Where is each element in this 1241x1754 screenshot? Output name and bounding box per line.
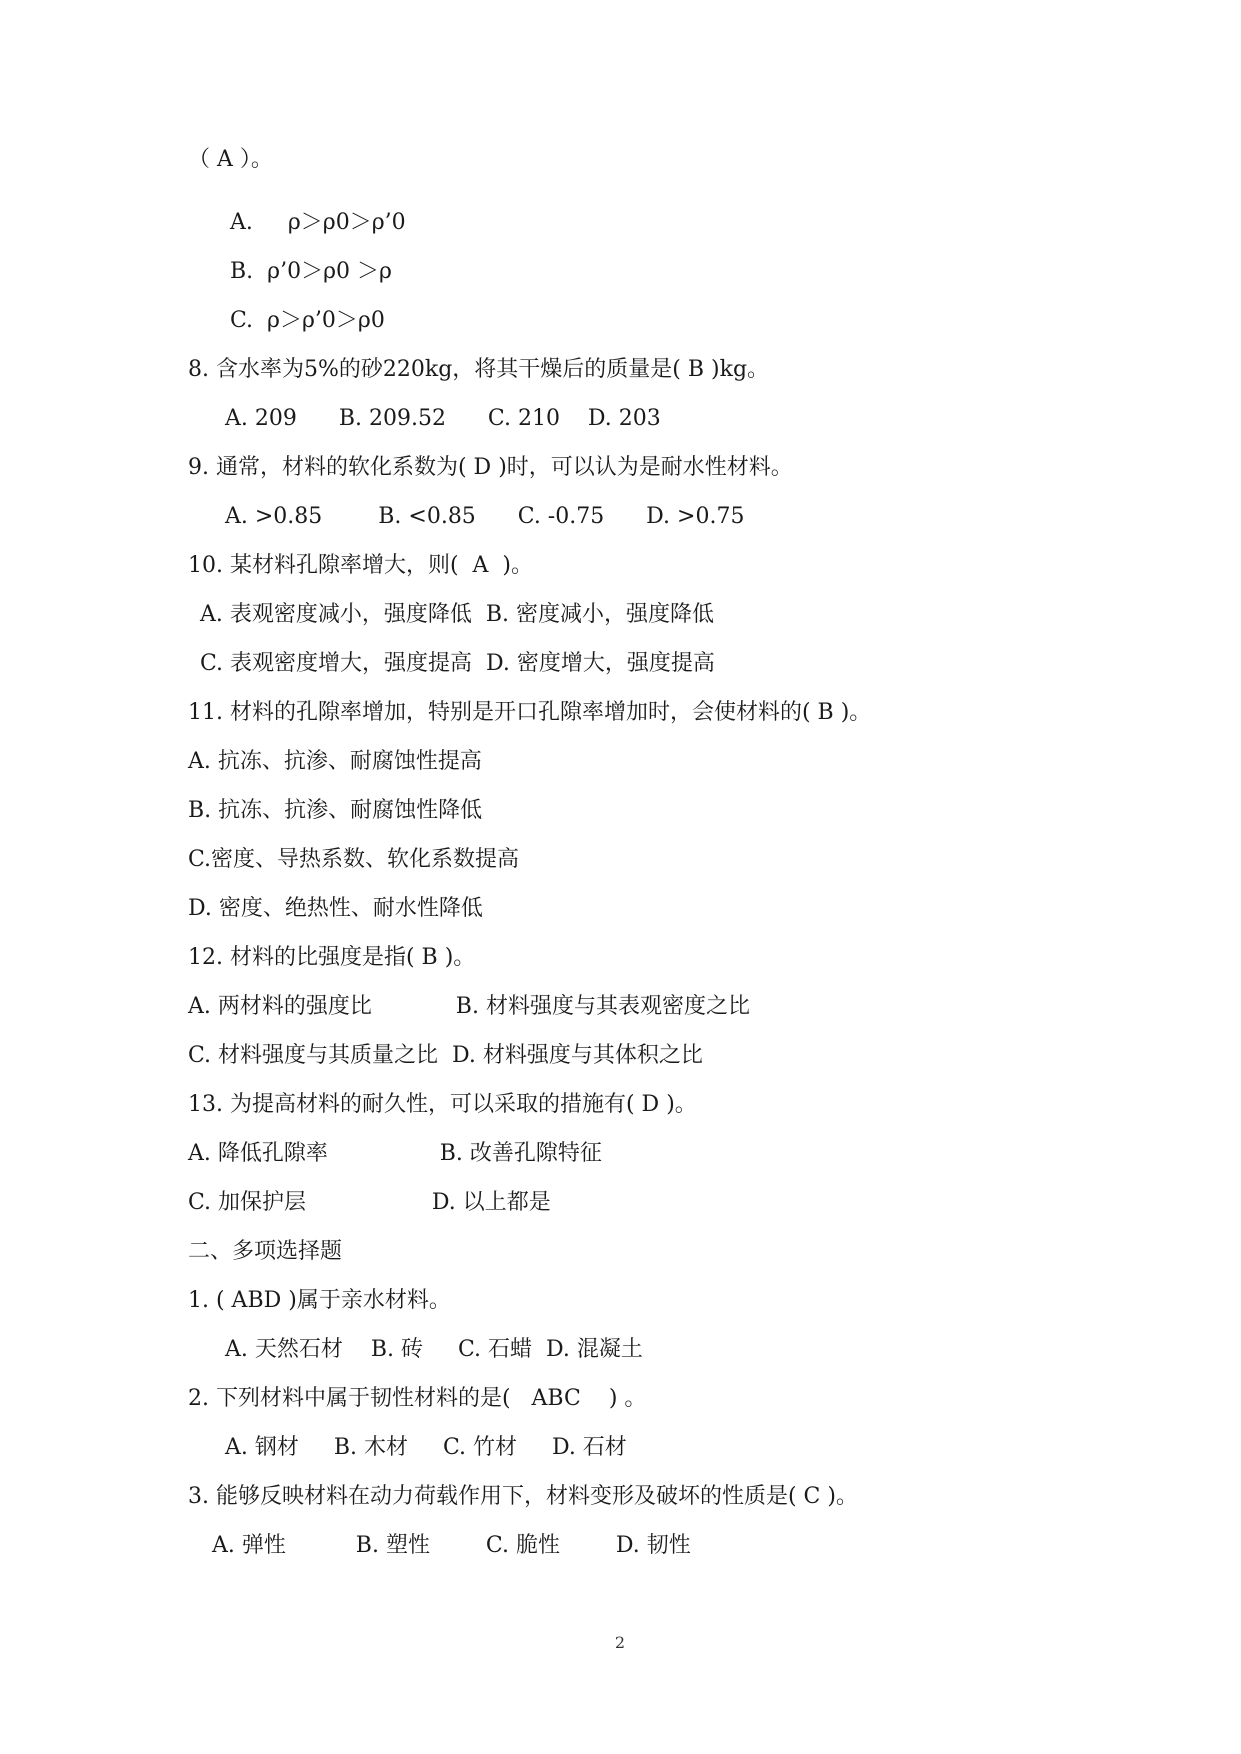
text-line: 8. 含水率为5%的砂220kg，将其干燥后的质量是( B )kg。 — [188, 357, 770, 382]
text-line: 10. 某材料孔隙率增大，则( A )。 — [188, 553, 534, 578]
text-line: 9. 通常，材料的软化系数为( D )时，可以认为是耐水性材料。 — [188, 455, 793, 480]
text-line: 2. 下列材料中属于韧性材料的是( ABC ) 。 — [188, 1386, 647, 1411]
text-line: C. 加保护层 D. 以上都是 — [188, 1190, 551, 1215]
text-line: A. 抗冻、抗渗、耐腐蚀性提高 — [188, 749, 482, 774]
text-line: 12. 材料的比强度是指( B )。 — [188, 945, 476, 970]
text-line: A. 钢材 B. 木材 C. 竹材 D. 石材 — [225, 1435, 627, 1460]
text-line: B. ρ’0＞ρ0 ＞ρ — [230, 259, 392, 284]
text-line: 13. 为提高材料的耐久性，可以采取的措施有( D )。 — [188, 1092, 697, 1117]
text-line: B. 抗冻、抗渗、耐腐蚀性降低 — [188, 798, 483, 823]
text-line: A. >0.85 B. <0.85 C. -0.75 D. >0.75 — [225, 504, 745, 529]
text-line: 11. 材料的孔隙率增加，特别是开口孔隙率增加时，会使材料的( B )。 — [188, 700, 872, 725]
text-line: A. 209 B. 209.52 C. 210 D. 203 — [225, 406, 661, 431]
text-line: A. 弹性 B. 塑性 C. 脆性 D. 韧性 — [212, 1533, 691, 1558]
text-line: A. ρ＞ρ0＞ρ’0 — [230, 210, 406, 235]
text-line: C.密度、导热系数、软化系数提高 — [188, 847, 520, 872]
text-line: A. 降低孔隙率 B. 改善孔隙特征 — [188, 1141, 602, 1166]
text-line: D. 密度、绝热性、耐水性降低 — [188, 896, 483, 921]
text-line: （ A ）。 — [188, 147, 273, 172]
text-line: C. ρ＞ρ’0＞ρ0 — [230, 308, 385, 333]
page-number: 2 — [614, 1633, 626, 1652]
text-line: A. 表观密度减小，强度降低 B. 密度减小，强度降低 — [200, 602, 715, 627]
text-line: A. 天然石材 B. 砖 C. 石蜡 D. 混凝土 — [225, 1337, 643, 1362]
text-line: 3. 能够反映材料在动力荷载作用下，材料变形及破坏的性质是( C )。 — [188, 1484, 858, 1509]
text-line: C. 表观密度增大，强度提高 D. 密度增大，强度提高 — [200, 651, 715, 676]
text-line: 1. ( ABD )属于亲水材料。 — [188, 1288, 451, 1313]
text-line: C. 材料强度与其质量之比 D. 材料强度与其体积之比 — [188, 1043, 703, 1068]
section-heading: 二、多项选择题 — [188, 1239, 343, 1264]
text-line: A. 两材料的强度比 B. 材料强度与其表观密度之比 — [188, 994, 750, 1019]
